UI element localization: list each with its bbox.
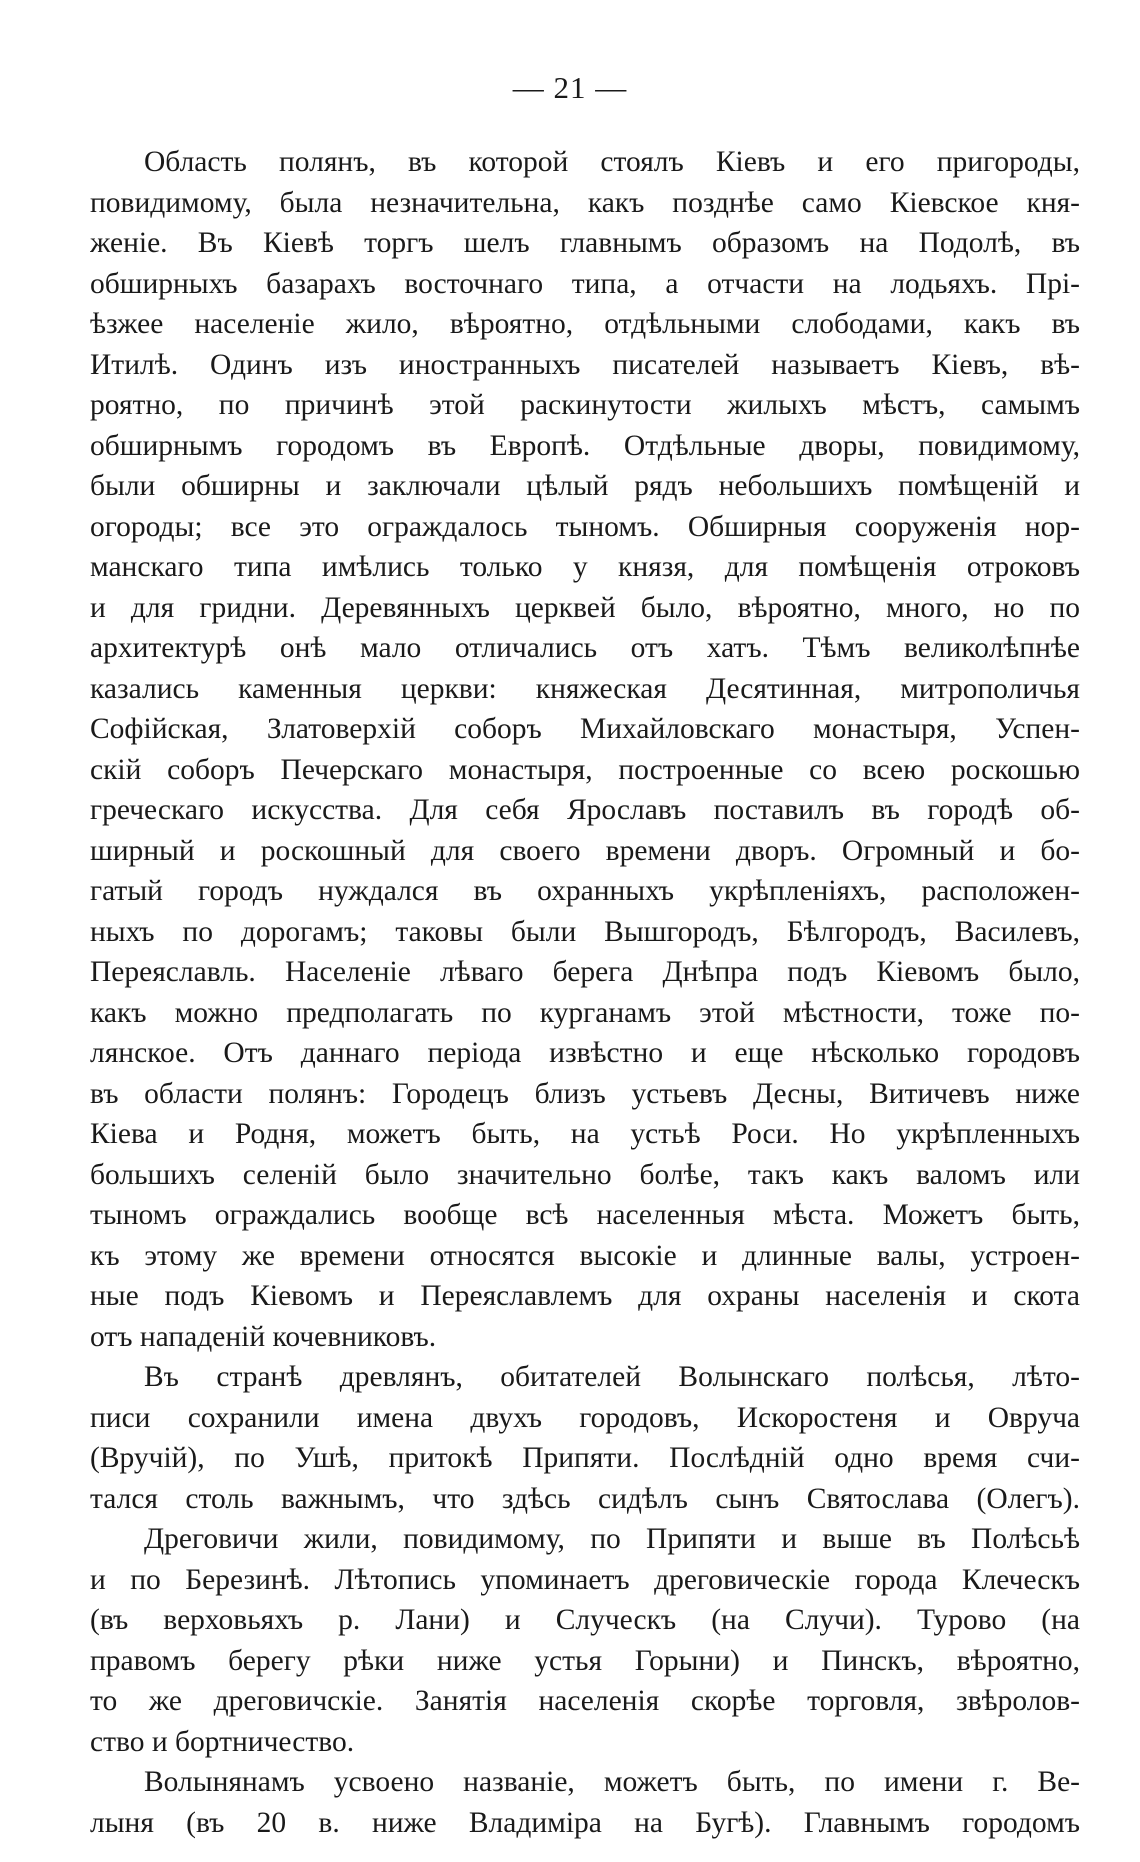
text-line: женiе. Въ Кiевѣ торгъ шелъ главнымъ образомъ на Подолѣ, въ — [90, 227, 1080, 259]
paragraph-volynyane — [90, 1762, 1080, 1843]
text-line: тыномъ ограждались вообще всѣ населенныя мѣста. Можетъ быть, — [90, 1199, 1080, 1231]
text-line: Кiева и Родня, можетъ быть, на устьѣ Роси. Но укрѣпленныхъ — [90, 1118, 1080, 1150]
text-line: огороды; все это ограждалось тыномъ. Обширныя сооруженiя нор- — [90, 510, 1080, 543]
page-number: — 21 — — [512, 70, 628, 105]
paragraph-dregovichi — [90, 1519, 1080, 1762]
text-line: отъ нападенiй кочевниковъ. — [90, 1320, 437, 1353]
text-line: большихъ селенiй было значительно болѣе, такъ какъ валомъ или — [90, 1158, 1080, 1191]
text-line: Переяславль. Населенiе лѣваго берега Днѣпра подъ Кiевомъ было, — [90, 956, 1080, 988]
text-line: Дреговичи жили, повидимому, по Припяти и выше въ Полѣсьѣ — [144, 1523, 1080, 1555]
text-line: какъ можно предполагать по курганамъ этой мѣстности, тоже по- — [90, 996, 1080, 1029]
text-line: ство и бортничество. — [90, 1725, 355, 1758]
text-line: ныхъ по дорогамъ; таковы были Вышгородъ, Бѣлгородъ, Василевъ, — [90, 915, 1080, 948]
text-line: въ области полянъ: Городецъ близъ устьевъ Десны, Витичевъ ниже — [90, 1077, 1080, 1110]
body-text — [90, 142, 1080, 1843]
text-line: роятно, по причинѣ этой раскинутости жилыхъ мѣстъ, самымъ — [90, 389, 1080, 421]
paragraph-kiev-region — [90, 142, 1080, 1357]
text-line: скiй соборъ Печерскаго монастыря, построенные со всею роскошью — [90, 753, 1080, 786]
text-line: (Вручiй), по Ушѣ, притокѣ Припяти. Послѣднiй одно время счи- — [90, 1442, 1080, 1474]
text-line: гатый городъ нуждался въ охранныхъ укрѣпленiяхъ, расположен- — [90, 875, 1080, 907]
text-line: лыня (въ 20 в. ниже Владимiра на Бугѣ). Главнымъ городомъ — [90, 1806, 1080, 1839]
text-line: (въ верховьяхъ р. Лани) и Случескъ (на Случи). Турово (на — [90, 1604, 1080, 1636]
text-line: писи сохранили имена двухъ городовъ, Искоростеня и Овруча — [90, 1401, 1080, 1434]
text-line: Область полянъ, въ которой стоялъ Кiевъ и его пригороды, — [144, 146, 1080, 178]
text-line: греческаго искусства. Для себя Ярославъ поставилъ въ городѣ об- — [90, 794, 1080, 826]
text-line: и по Березинѣ. Лѣтопись упоминаетъ дреговическiе города Клеческъ — [90, 1563, 1080, 1596]
text-line: ширный и роскошный для своего времени дворъ. Огромный и бо- — [90, 834, 1080, 867]
text-line: Въ странѣ древлянъ, обитателей Волынскаго полѣсья, лѣто- — [144, 1361, 1080, 1393]
text-line: архитектурѣ онѣ мало отличались отъ хатъ. Тѣмъ великолѣпнѣе — [90, 632, 1080, 664]
text-line: ные подъ Кiевомъ и Переяславлемъ для охраны населенiя и скота — [90, 1280, 1080, 1312]
text-line: казались каменныя церкви: княжеская Десятинная, митрополичья — [90, 672, 1080, 705]
text-line: Итилѣ. Одинъ изъ иностранныхъ писателей называетъ Кiевъ, вѣ- — [90, 348, 1080, 381]
text-line: были обширны и заключали цѣлый рядъ небольшихъ помѣщенiй и — [90, 470, 1080, 502]
text-line: тался столь важнымъ, что здѣсь сидѣлъ сынъ Святослава (Олегъ). — [90, 1482, 1080, 1515]
text-line: и для гридни. Деревянныхъ церквей было, вѣроятно, много, но по — [90, 591, 1080, 624]
paragraph-drevlyane — [90, 1357, 1080, 1519]
text-line: Софiйская, Златоверхiй соборъ Михайловскаго монастыря, Успен- — [90, 713, 1080, 745]
text-line: къ этому же времени относятся высокiе и длинные валы, устроен- — [90, 1239, 1080, 1272]
text-line: то же дреговичскiе. Занятiя населенiя скорѣе торговля, звѣролов- — [90, 1685, 1080, 1717]
text-line: повидимому, была незначительна, какъ позднѣе само Кiевское кня- — [90, 186, 1080, 219]
text-line: правомъ берегу рѣки ниже устья Горыни) и Пинскъ, вѣроятно, — [90, 1644, 1080, 1677]
text-line: обширнымъ городомъ въ Европѣ. Отдѣльные дворы, повидимому, — [90, 429, 1080, 462]
text-line: обширныхъ базарахъ восточнаго типа, а отчасти на лодьяхъ. Прi- — [90, 267, 1080, 300]
text-line: Волынянамъ усвоено названiе, можетъ быть, по имени г. Ве- — [144, 1766, 1080, 1798]
text-line: ѣзжее населенiе жило, вѣроятно, отдѣльными слободами, какъ въ — [90, 308, 1080, 340]
text-line: манскаго типа имѣлись только у князя, для помѣщенiя отроковъ — [90, 551, 1080, 583]
text-line: лянское. Отъ даннаго перiода извѣстно и еще нѣсколько городовъ — [90, 1037, 1080, 1069]
